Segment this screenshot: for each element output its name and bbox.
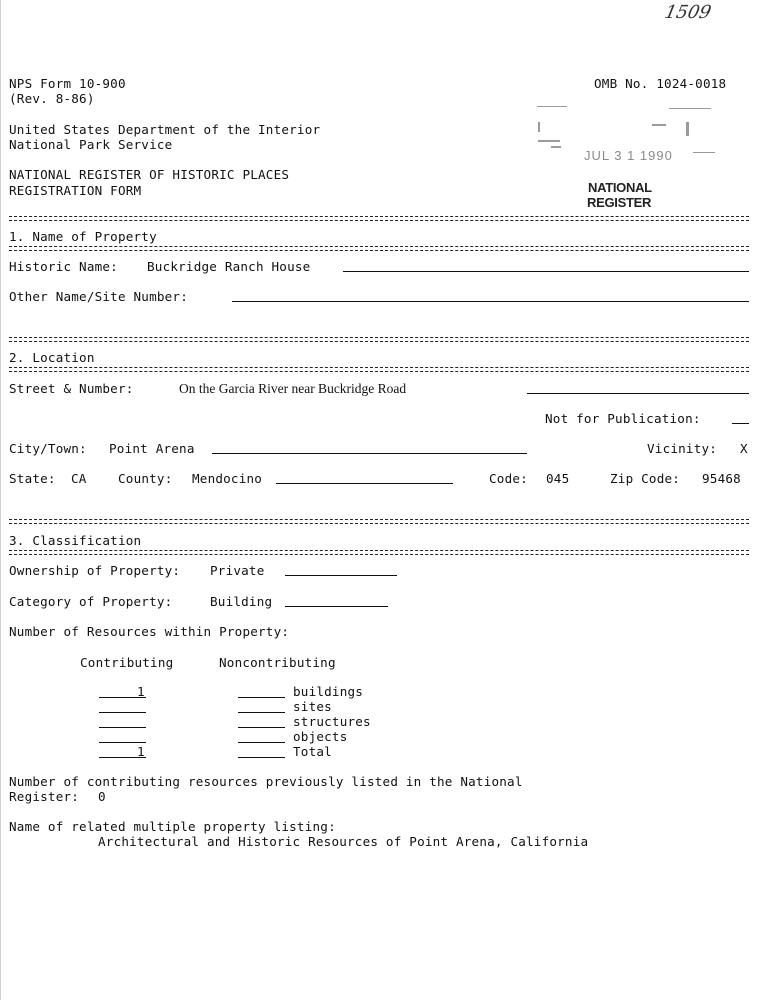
code-value: 045 [546,471,570,486]
county-underline [276,483,453,484]
form-subtitle: REGISTRATION FORM [9,183,142,198]
previously-listed-value: 0 [98,789,106,804]
previously-listed-line1: Number of contributing resources previously listed in the National [9,774,523,789]
contributing-count: 1 [137,744,145,759]
contributing-count: 1 [137,684,145,699]
form-revision: (Rev. 8-86) [9,91,95,106]
city-label: City/Town: [9,441,87,456]
previously-listed-line2: Register: [9,789,80,804]
state-value: CA [71,471,87,486]
resource-type-label: buildings [293,684,364,699]
contributing-blank [99,712,146,713]
noncontributing-column-header: Noncontributing [219,655,336,670]
form-title: NATIONAL REGISTER OF HISTORIC PLACES [9,167,290,182]
noncontributing-blank [238,712,285,713]
section-divider [9,246,749,251]
other-name-field [232,301,749,302]
historic-name-value: Buckridge Ranch House [147,259,311,274]
resource-type-label: sites [293,699,332,714]
section-divider [9,216,749,221]
ownership-label: Ownership of Property: [9,563,181,578]
form-number: NPS Form 10-900 [9,76,126,91]
resource-type-label: Total [293,744,332,759]
vicinity-label: Vicinity: [647,441,718,456]
contributing-blank [99,742,146,743]
section2-heading: 2. Location [9,350,95,365]
ownership-underline [285,575,397,576]
section3-heading: 3. Classification [9,533,142,548]
vicinity-value: X [740,441,748,456]
multiple-property-value: Architectural and Historic Resources of Point Arena, California [98,834,589,849]
zip-label: Zip Code: [610,471,681,486]
street-label: Street & Number: [9,381,134,396]
service: National Park Service [9,137,173,152]
street-underline [527,393,749,394]
section-divider [9,519,749,524]
not-for-publication-label: Not for Publication: [545,411,701,426]
resource-type-label: structures [293,714,371,729]
street-value: On the Garcia River near Buckridge Road [179,381,407,396]
section-divider [9,367,749,372]
handwritten-number: 1509 [662,2,714,23]
section-divider [9,337,749,342]
code-label: Code: [489,471,528,486]
category-value: Building [210,594,273,609]
category-label: Category of Property: [9,594,173,609]
county-value: Mendocino [192,471,263,486]
other-name-label: Other Name/Site Number: [9,289,188,304]
historic-name-underline [343,271,749,272]
stamp-line-national: NATIONAL [588,180,652,195]
resources-label: Number of Resources within Property: [9,624,290,639]
multiple-property-label: Name of related multiple property listing: [9,819,336,834]
noncontributing-blank [238,697,285,698]
city-underline [212,453,527,454]
zip-value: 95468 [702,471,741,486]
contributing-column-header: Contributing [80,655,174,670]
category-underline [285,606,388,607]
noncontributing-blank [238,727,285,728]
section-divider [9,550,749,555]
ownership-value: Private [210,563,265,578]
city-value: Point Arena [109,441,195,456]
stamp-date: JUL 3 1 1990 [584,148,673,163]
county-label: County: [118,471,173,486]
resource-type-label: objects [293,729,348,744]
historic-name-label: Historic Name: [9,259,118,274]
contributing-blank [99,727,146,728]
stamp-line-register: REGISTER [587,195,652,210]
state-label: State: [9,471,56,486]
omb-number: OMB No. 1024-0018 [594,76,727,91]
section1-heading: 1. Name of Property [9,229,157,244]
noncontributing-blank [238,742,285,743]
department: United States Department of the Interior [9,122,321,137]
not-for-publication-field [732,423,749,424]
noncontributing-blank [238,757,285,758]
